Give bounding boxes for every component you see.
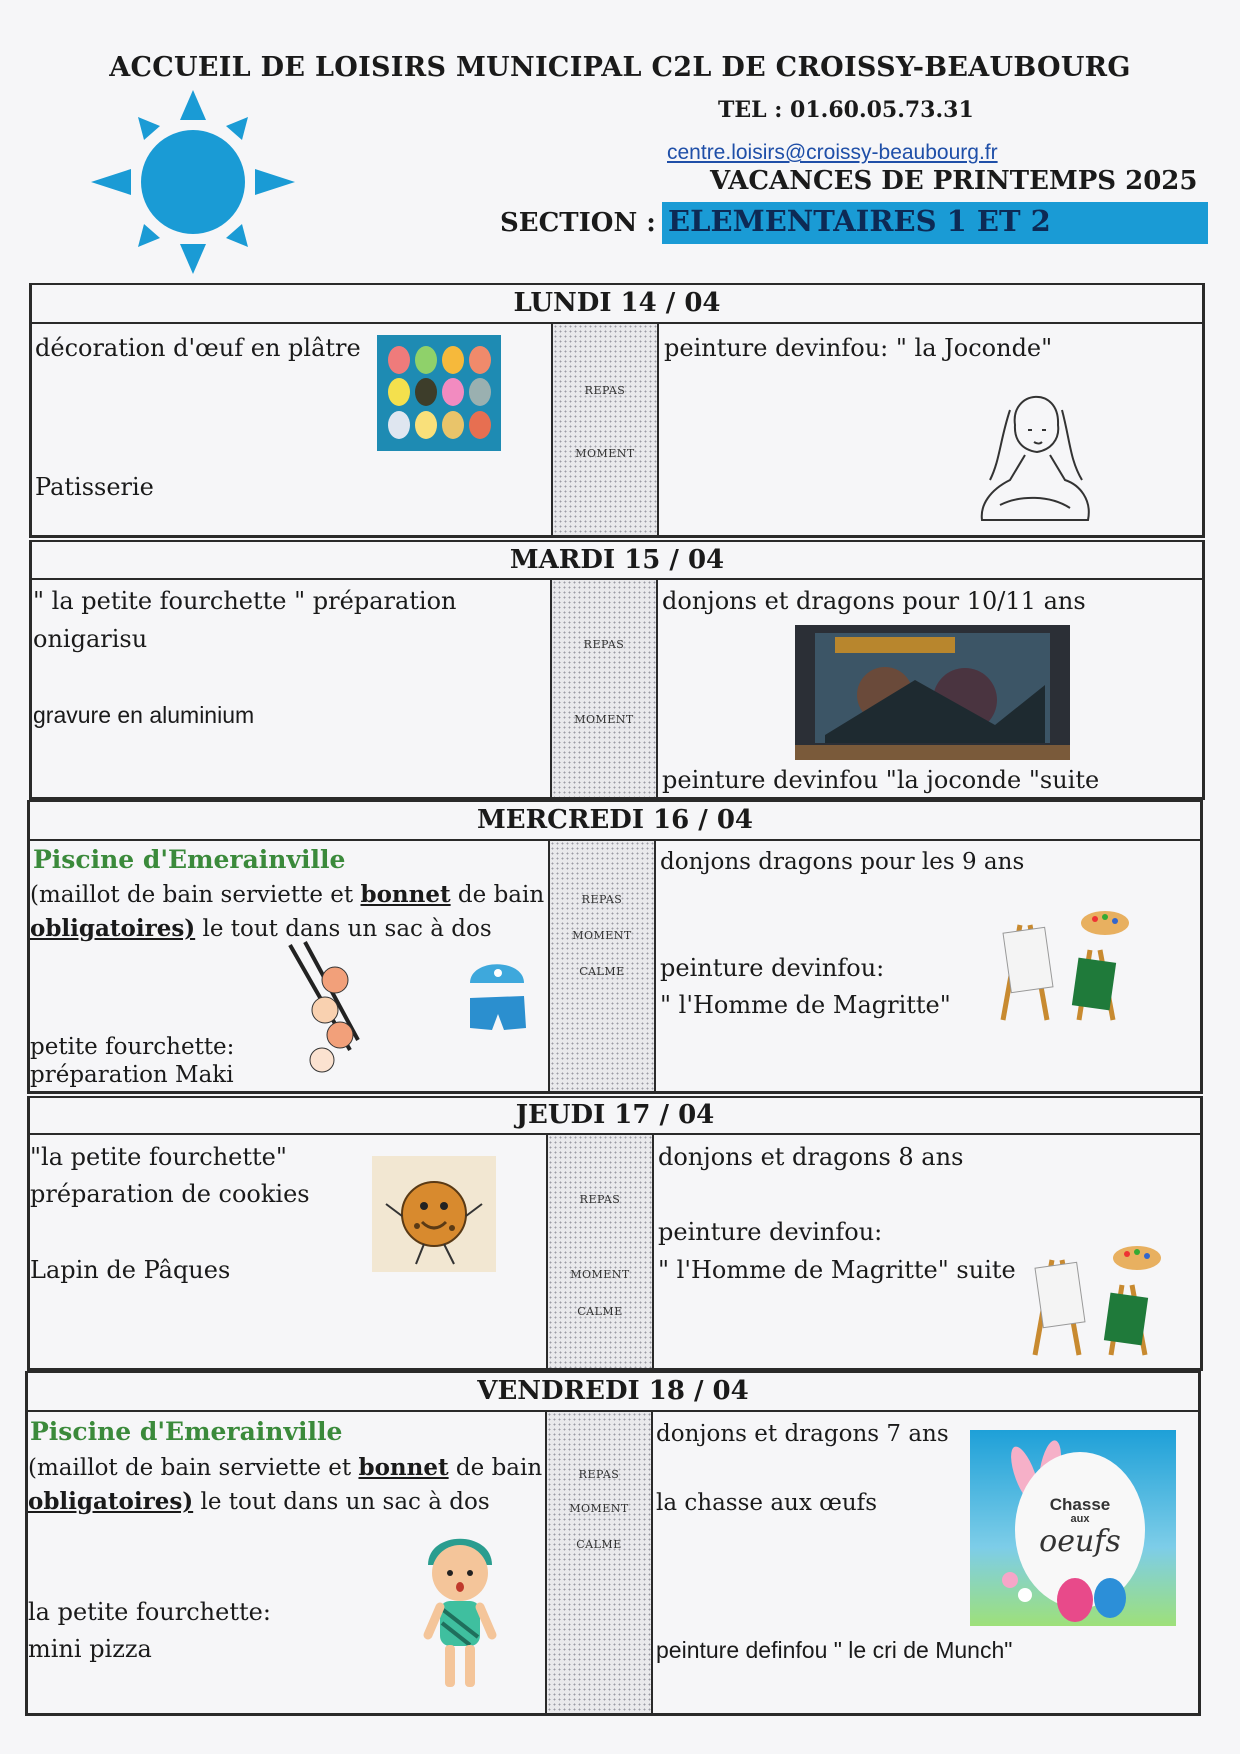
activity-text <box>28 1451 542 1485</box>
activity-text: peinture devinfou: <box>660 954 885 982</box>
activity-text: peinture devinfou: " la Joconde" <box>664 334 1053 362</box>
phone-number: TEL : 01.60.05.73.31 <box>718 97 974 123</box>
pool-note: de bain <box>457 882 545 908</box>
activity-text: " l'Homme de Magritte" <box>660 991 951 1019</box>
bonnet-word: bonnet <box>360 881 451 908</box>
moment-label: MOMENT <box>569 1502 629 1515</box>
easel-paint-image <box>1027 1240 1167 1360</box>
email-link[interactable]: centre.loisirs@croissy-beaubourg.fr <box>667 141 998 164</box>
activity-text: onigarisu <box>33 625 148 653</box>
section-label: SECTION : <box>500 208 656 238</box>
pool-note: de bain <box>455 1455 543 1481</box>
mandatory-word: obligatoires) <box>28 1488 194 1515</box>
moment-label: MOMENT <box>574 713 634 726</box>
bonnet-word: bonnet <box>358 1454 449 1481</box>
activity-text: donjons dragons pour les 9 ans <box>660 849 1025 875</box>
mona-lisa-sketch <box>970 370 1100 530</box>
meal-column <box>545 1412 653 1713</box>
sushi-image <box>280 940 375 1080</box>
meal-column <box>548 841 656 1091</box>
moment-label: MOMENT <box>570 1268 630 1281</box>
activity-text <box>30 878 544 912</box>
swimmer-image <box>410 1525 510 1695</box>
repas-label: REPAS <box>578 1468 620 1481</box>
cookie-image <box>372 1156 496 1272</box>
activity-text: gravure en aluminium <box>33 702 255 728</box>
sun-icon <box>86 82 300 282</box>
meal-column <box>546 1135 654 1368</box>
board-game-image <box>795 625 1070 760</box>
meal-column <box>550 580 658 797</box>
activity-text: peinture devinfou "la joconde "suite <box>662 766 1100 794</box>
activity-text: donjons et dragons pour 10/11 ans <box>662 587 1086 615</box>
calme-label: CALME <box>577 1305 623 1318</box>
card-text: oeufs <box>1039 1524 1121 1559</box>
repas-label: REPAS <box>584 384 626 397</box>
card-text: aux <box>1070 1513 1090 1525</box>
day-header-vendredi: VENDREDI 18 / 04 <box>25 1371 1201 1412</box>
repas-label: REPAS <box>581 893 623 906</box>
pool-note: (maillot de bain serviette et <box>30 882 354 908</box>
activity-text: "la petite fourchette" <box>30 1143 287 1171</box>
activity-text <box>30 912 492 946</box>
activity-text: Patisserie <box>35 473 154 501</box>
pool-note: (maillot de bain serviette et <box>28 1455 352 1481</box>
pool-note: le tout dans un sac à dos <box>202 916 492 942</box>
page-title: ACCUEIL DE LOISIRS MUNICIPAL C2L DE CROISSY-BEAUBOURG <box>109 52 1131 83</box>
activity-text: donjons et dragons 7 ans <box>656 1421 949 1447</box>
vacation-title: VACANCES DE PRINTEMPS 2025 <box>710 166 1198 196</box>
calme-label: CALME <box>576 1538 622 1551</box>
easel-paint-image <box>995 905 1135 1025</box>
mandatory-word: obligatoires) <box>30 915 196 942</box>
repas-label: REPAS <box>579 1193 621 1206</box>
activity-text: préparation Maki <box>30 1062 234 1088</box>
section-value: ELEMENTAIRES 1 ET 2 <box>668 204 1051 238</box>
activity-text: décoration d'œuf en plâtre <box>35 334 361 362</box>
card-text: Chasse <box>1049 1495 1111 1514</box>
pool-title: Piscine d'Emerainville <box>33 845 346 874</box>
activity-text: la chasse aux œufs <box>656 1490 877 1516</box>
activity-text: donjons et dragons 8 ans <box>658 1143 964 1171</box>
activity-text: " la petite fourchette " préparation <box>33 587 457 615</box>
activity-text: la petite fourchette: <box>28 1598 271 1626</box>
moment-label: MOMENT <box>575 447 635 460</box>
calme-label: CALME <box>579 965 625 978</box>
day-header-mardi: MARDI 15 / 04 <box>29 540 1205 580</box>
day-header-mercredi: MERCREDI 16 / 04 <box>27 800 1203 841</box>
activity-text: peinture definfou " le cri de Munch" <box>656 1637 1013 1663</box>
easter-eggs-image <box>377 335 501 451</box>
activity-text: préparation de cookies <box>30 1180 310 1208</box>
activity-text <box>28 1485 490 1519</box>
egg-hunt-image <box>970 1430 1176 1626</box>
pool-note: le tout dans un sac à dos <box>200 1489 490 1515</box>
moment-label: MOMENT <box>572 929 632 942</box>
repas-label: REPAS <box>583 638 625 651</box>
pool-title: Piscine d'Emerainville <box>30 1417 343 1446</box>
activity-text: petite fourchette: <box>30 1034 235 1060</box>
meal-column <box>551 324 659 535</box>
day-header-lundi: LUNDI 14 / 04 <box>29 283 1205 324</box>
day-header-jeudi: JEUDI 17 / 04 <box>27 1096 1203 1135</box>
activity-text: Lapin de Pâques <box>30 1256 231 1284</box>
activity-text: peinture devinfou: <box>658 1218 883 1246</box>
activity-text: " l'Homme de Magritte" suite <box>658 1256 1016 1284</box>
swimwear-image <box>462 948 536 1036</box>
activity-text: mini pizza <box>28 1635 152 1663</box>
